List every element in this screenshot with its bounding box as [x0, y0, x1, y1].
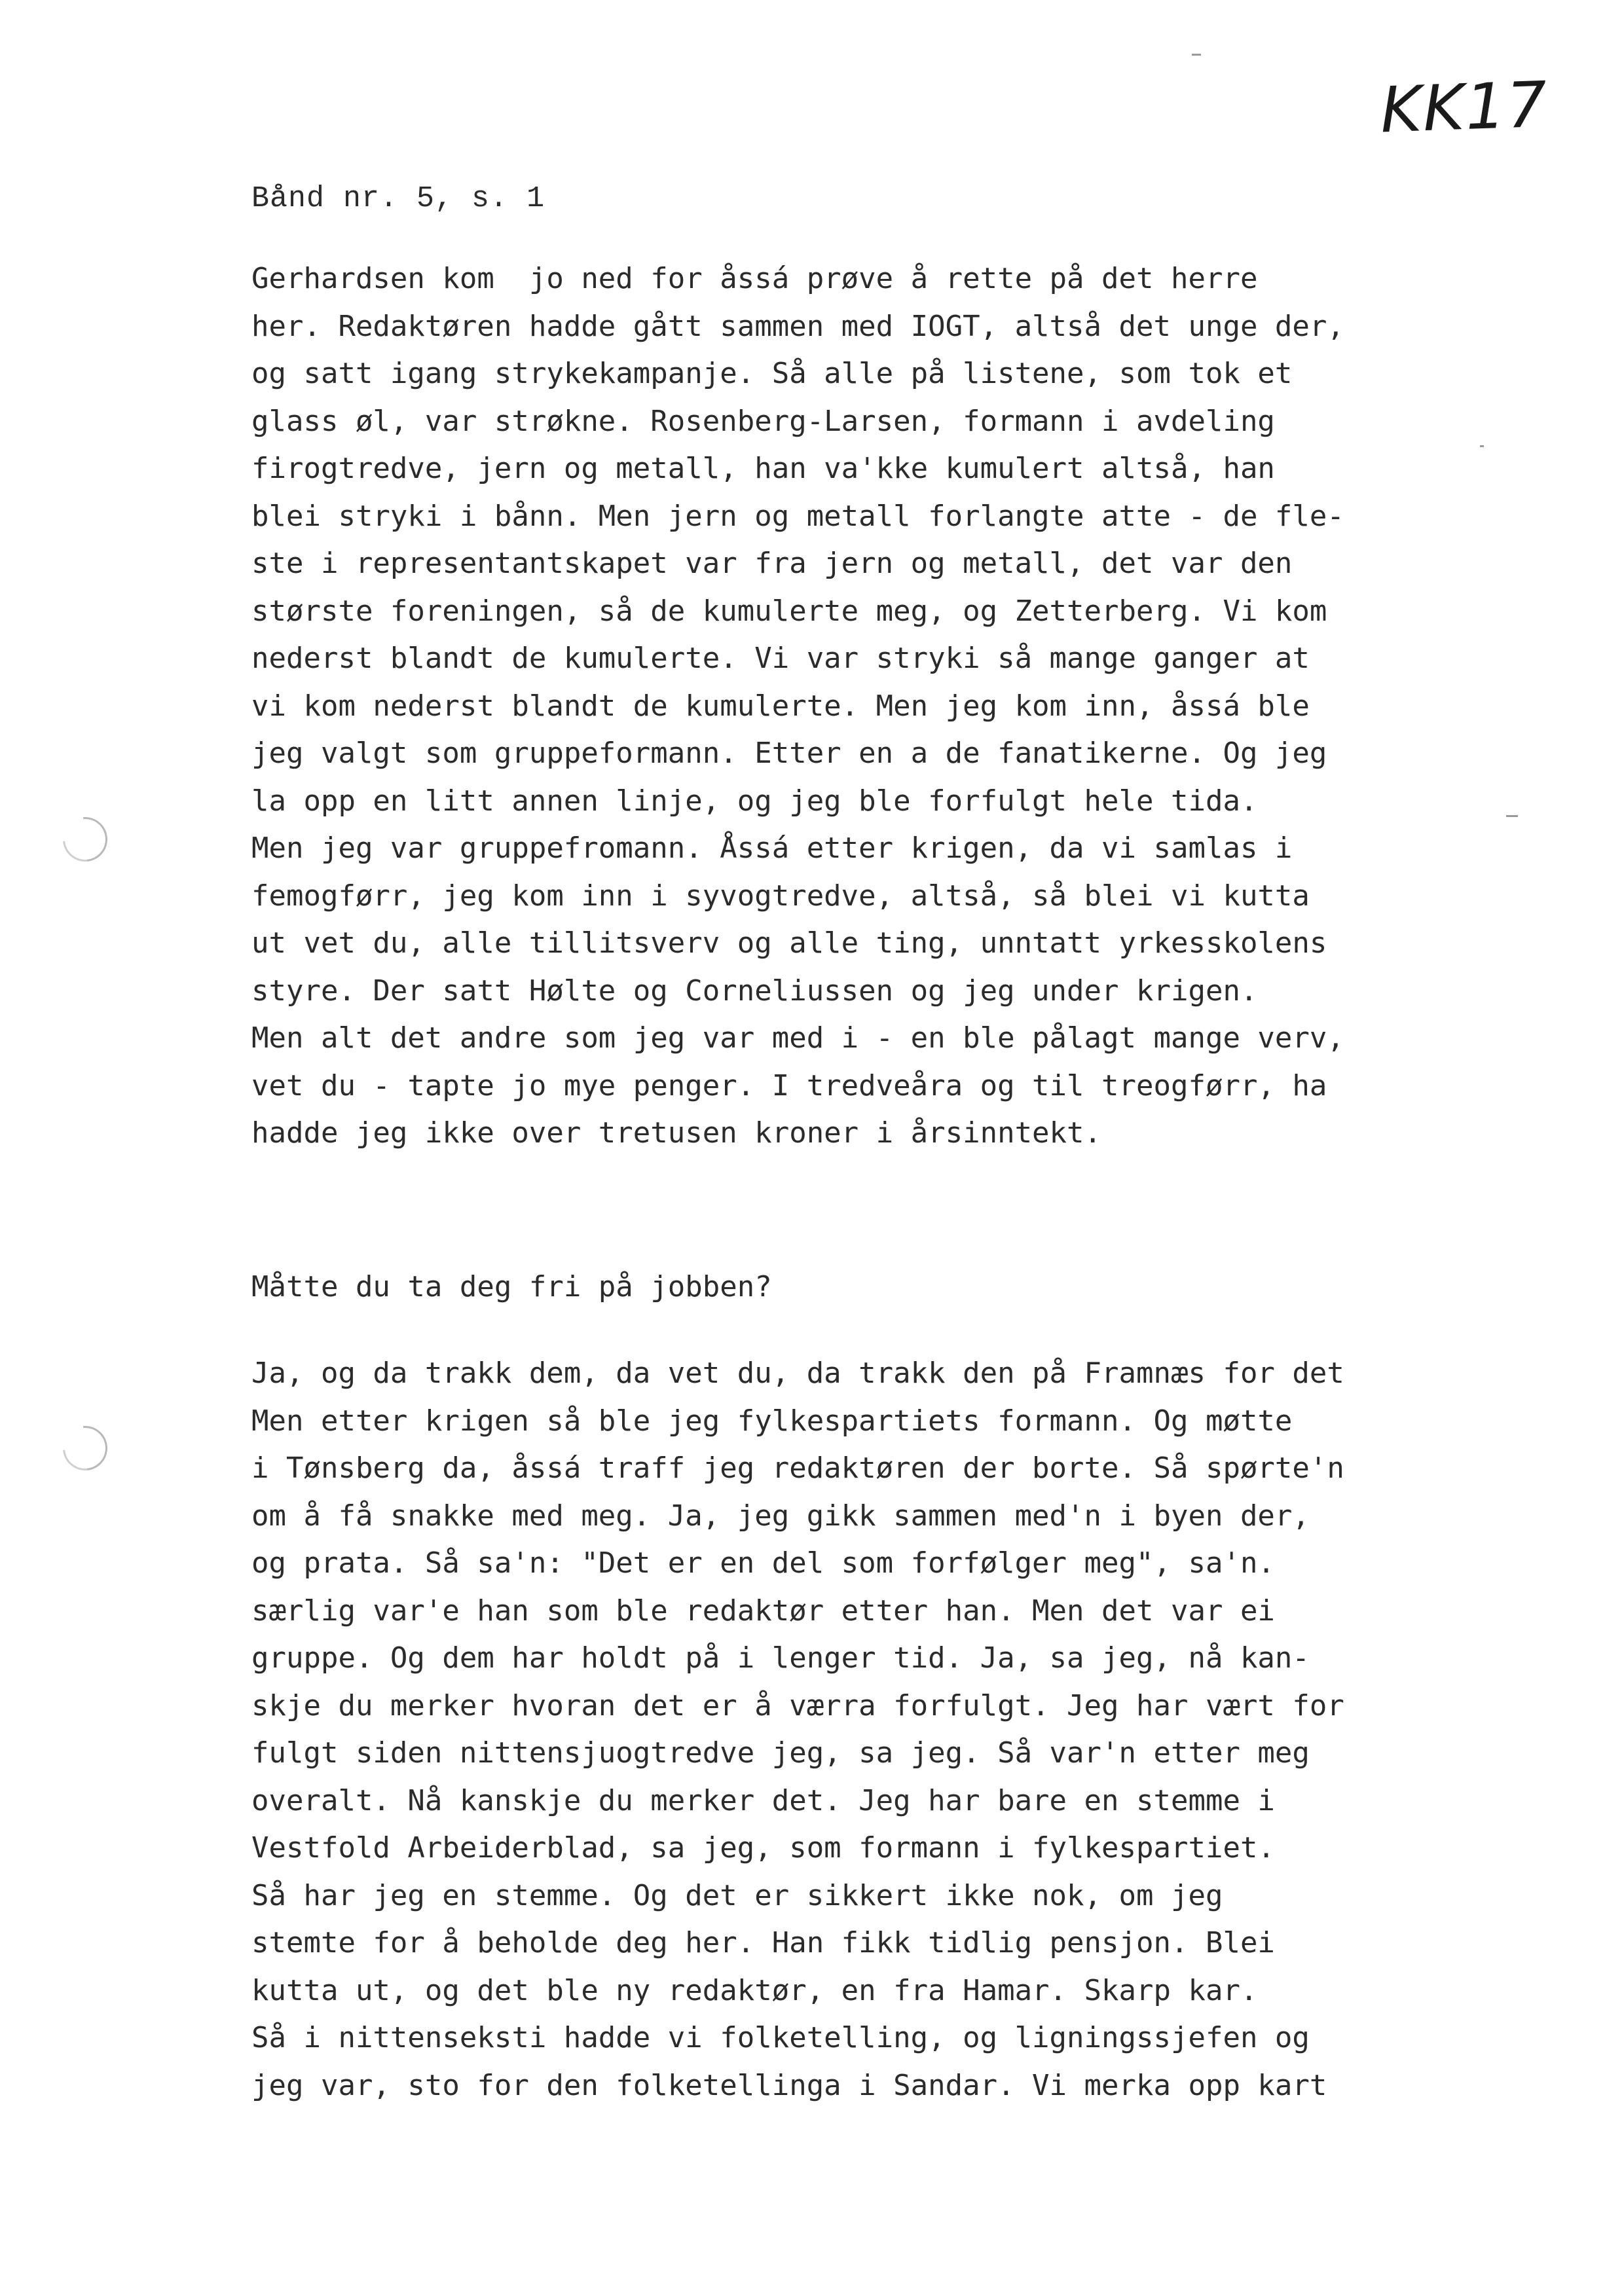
- text-line: Men alt det andre som jeg var med i - en ble pålagt mange verv,: [251, 1021, 1344, 1055]
- text-line: jeg var, sto for den folketellinga i Sandar. Vi merka opp kart: [251, 2068, 1327, 2102]
- transcript-paragraph-1: [251, 255, 1535, 1157]
- scan-speck: [1506, 815, 1518, 817]
- text-line: Ja, og da trakk dem, da vet du, da trakk den på Framnæs for det: [251, 1357, 1344, 1390]
- text-line: største foreningen, så de kumulerte meg, og Zetterberg. Vi kom: [251, 594, 1327, 628]
- archive-mark: KK17: [1379, 67, 1549, 147]
- interviewer-question: [251, 1264, 1535, 1311]
- text-line: ste i representantskapet var fra jern og metall, det var den: [251, 547, 1293, 580]
- text-line: firogtredve, jern og metall, han va'kke kumulert altså, han: [251, 452, 1275, 485]
- text-line: overalt. Nå kanskje du merker det. Jeg har bare en stemme i: [251, 1783, 1275, 1817]
- text-line: om å få snakke med meg. Ja, jeg gikk sammen med'n i byen der,: [251, 1499, 1310, 1533]
- text-line: vi kom nederst blandt de kumulerte. Men jeg kom inn, åssá ble: [251, 689, 1310, 723]
- text-line: særlig var'e han som ble redaktør etter han. Men det var ei: [251, 1594, 1275, 1628]
- text-line: Men jeg var gruppefromann. Åssá etter krigen, da vi samlas i: [251, 831, 1293, 865]
- text-line: Så i nittenseksti hadde vi folketelling, og ligningssjefen og: [251, 2021, 1310, 2054]
- punch-hole-top: [54, 808, 117, 871]
- text-line: Gerhardsen kom jo ned for åssá prøve å rette på det herre: [251, 262, 1258, 295]
- text-line: ut vet du, alle tillitsverv og alle ting, unntatt yrkesskolens: [251, 926, 1327, 960]
- text-line: og prata. Så sa'n: "Det er en del som forfølger meg", sa'n.: [251, 1546, 1275, 1580]
- punch-hole-bottom: [54, 1417, 117, 1480]
- text-line: Så har jeg en stemme. Og det er sikkert ikke nok, om jeg: [251, 1878, 1223, 1912]
- text-line: kutta ut, og det ble ny redaktør, en fra Hamar. Skarp kar.: [251, 1973, 1258, 2007]
- text-line: femogførr, jeg kom inn i syvogtredve, altså, så blei vi kutta: [251, 879, 1310, 913]
- text-line: jeg valgt som gruppeformann. Etter en a de fanatikerne. Og jeg: [251, 737, 1327, 770]
- text-line: styre. Der satt Hølte og Corneliussen og jeg under krigen.: [251, 974, 1258, 1008]
- text-line: blei stryki i bånn. Men jern og metall forlangte atte - de fle-: [251, 499, 1344, 533]
- scan-speck: [1192, 54, 1201, 56]
- text-line: stemte for å beholde deg her. Han fikk tidlig pensjon. Blei: [251, 1926, 1275, 1959]
- text-line: og satt igang strykekampanje. Så alle på listene, som tok et: [251, 357, 1293, 390]
- text-line: nederst blandt de kumulerte. Vi var stryki så mange ganger at: [251, 642, 1310, 675]
- text-line: fulgt siden nittensjuogtredve jeg, sa jeg. Så var'n etter meg: [251, 1736, 1310, 1770]
- text-line: vet du - tapte jo mye penger. I tredveåra og til treogførr, ha: [251, 1068, 1327, 1102]
- text-line: glass øl, var strøkne. Rosenberg-Larsen, formann i avdeling: [251, 404, 1275, 438]
- text-line: la opp en litt annen linje, og jeg ble forfulgt hele tida.: [251, 784, 1258, 818]
- text-line: Vestfold Arbeiderblad, sa jeg, som formann i fylkespartiet.: [251, 1831, 1275, 1865]
- text-line: Måtte du ta deg fri på jobben?: [251, 1270, 772, 1303]
- text-line: Men etter krigen så ble jeg fylkespartiets formann. Og møtte: [251, 1404, 1293, 1438]
- text-line: i Tønsberg da, åssá traff jeg redaktøren der borte. Så spørte'n: [251, 1451, 1344, 1485]
- text-line: gruppe. Og dem har holdt på i lenger tid. Ja, sa jeg, nå kan-: [251, 1641, 1310, 1675]
- text-line: skje du merker hvoran det er å værra forfulgt. Jeg har vært for: [251, 1688, 1344, 1722]
- scan-speck: [1480, 445, 1484, 447]
- text-line: hadde jeg ikke over tretusen kroner i årsinntekt.: [251, 1116, 1102, 1150]
- tape-header: Bånd nr. 5, s. 1: [251, 182, 545, 215]
- text-line: her. Redaktøren hadde gått sammen med IOGT, altså det unge der,: [251, 309, 1344, 343]
- transcript-paragraph-2: [251, 1350, 1535, 2109]
